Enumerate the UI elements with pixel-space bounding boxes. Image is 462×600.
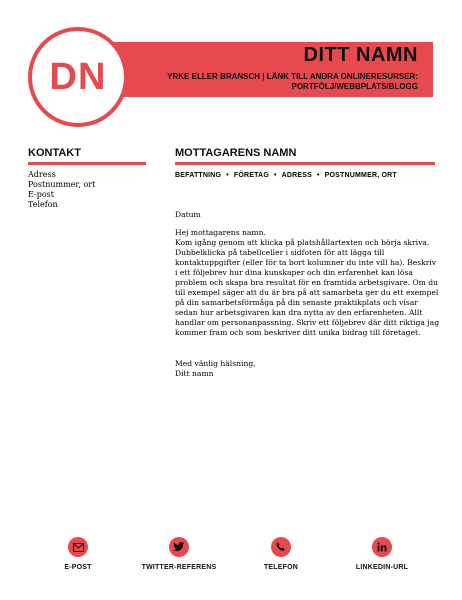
recipient-title: MOTTAGARENS NAMN	[175, 147, 297, 159]
meta-separator: •	[226, 172, 229, 179]
contact-title: KONTAKT	[28, 147, 81, 159]
contact-rule	[28, 162, 146, 165]
meta-position: BEFATTNING	[175, 172, 222, 179]
meta-address: ADRESS	[281, 172, 312, 179]
meta-separator: •	[317, 172, 320, 179]
footer-twitter-label: TWITTER-REFERENS	[141, 564, 217, 571]
recipient-meta	[175, 172, 397, 179]
contact-email: E-post	[28, 190, 54, 199]
footer-phone	[236, 537, 326, 571]
contact-address: Adress	[28, 170, 56, 179]
initials-text: DN	[49, 55, 107, 98]
footer-email	[33, 537, 123, 571]
letter-greeting: Hej mottagarens namn.	[175, 228, 266, 237]
phone-icon	[271, 537, 291, 557]
meta-postal: POSTNUMMER, ORT	[324, 172, 397, 179]
footer-email-label: E-POST	[64, 564, 92, 571]
meta-company: FÖRETAG	[233, 172, 269, 179]
recipient-rule	[175, 162, 435, 165]
letter-paragraph: Kom igång genom att klicka på platshållartexten och börja skriva. Dubbelklicka på tabellceller i sidfoten för att lägga till kontaktuppgifter (eller för ta bort kolumner du inte vill ha). Beskriv i ett följebrev hur dina kunskaper och din erfarenhet kan lösa problem och skapa bra resultat för en framtida arbetsgivare. Om du till exempel säger att du är bra på att samarbeta ger du ett exempel på din samarbetsförmåga på din senaste praktikplats och visar sedan hur arbetsgivaren kan dra nytta av den erfarenheten. Allt handlar om personanpassning. Skriv ett följebrev där ditt riktiga jag kommer fram och som beskriver ditt unika bidrag till företaget.	[175, 238, 440, 337]
letter-date: Datum	[175, 210, 201, 219]
twitter-icon	[169, 537, 189, 557]
contact-phone: Telefon	[28, 200, 58, 209]
footer-phone-label: TELEFON	[263, 564, 299, 571]
footer-linkedin	[337, 537, 427, 571]
closing-text: Med vänlig hälsning,	[175, 359, 256, 368]
initials-logo	[28, 27, 128, 127]
footer-twitter	[134, 537, 224, 571]
meta-separator: •	[273, 172, 277, 179]
letter-body	[175, 228, 440, 338]
subtitle-line-2: PORTFÖLJ/WEBBPLATS/BLOGG	[291, 82, 418, 91]
contact-list	[28, 170, 95, 210]
email-icon	[68, 537, 88, 557]
subtitle-line-1: YRKE ELLER BRANSCH | LÄNK TILL ANDRA ONLINERESURSER:	[167, 72, 418, 81]
linkedin-icon	[372, 537, 392, 557]
subtitle-text	[118, 72, 418, 92]
letter-closing	[175, 359, 440, 379]
name-heading: DITT NAMN	[303, 44, 418, 66]
signature-text: Ditt namn	[175, 369, 214, 378]
contact-postal: Postnummer, ort	[28, 180, 96, 189]
footer-linkedin-label: LINKEDIN-URL	[355, 564, 409, 571]
